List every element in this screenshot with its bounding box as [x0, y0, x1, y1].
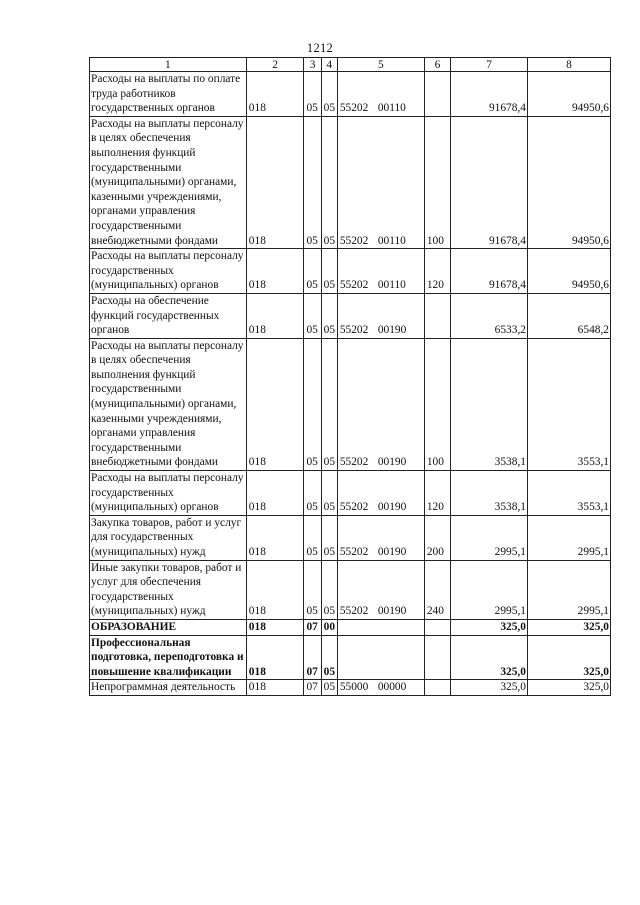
target-article-part: 00110 — [377, 102, 406, 115]
section-code: 05 — [304, 471, 321, 516]
amount-year-2: 94950,6 — [527, 249, 610, 294]
target-article-part: 55202 — [339, 102, 369, 115]
expense-type-code: 120 — [424, 471, 450, 516]
expense-type-code: 200 — [424, 515, 450, 560]
header-cell: 2 — [246, 58, 304, 72]
target-article-code — [337, 249, 424, 294]
section-code: 05 — [304, 249, 321, 294]
target-article-code — [337, 471, 424, 516]
expense-type-code: 100 — [424, 116, 450, 248]
amount-year-2: 325,0 — [527, 619, 610, 635]
chapter-code: 018 — [246, 680, 304, 696]
table-row — [90, 293, 611, 338]
amount-year-2: 3553,1 — [527, 471, 610, 516]
header-cell: 8 — [527, 58, 610, 72]
table-row — [90, 338, 611, 470]
table-row — [90, 619, 611, 635]
target-article-part: 00190 — [377, 501, 407, 514]
target-article-code — [337, 635, 424, 680]
chapter-code: 018 — [246, 515, 304, 560]
row-name: Профессиональная подготовка, переподготовка и повышение квалификации — [90, 635, 247, 680]
header-cell: 5 — [337, 58, 424, 72]
table-row — [90, 116, 611, 248]
expense-type-code — [424, 680, 450, 696]
amount-year-1: 3538,1 — [451, 471, 528, 516]
row-name: ОБРАЗОВАНИЕ — [90, 619, 247, 635]
section-code: 05 — [304, 72, 321, 117]
target-article-part: 55202 — [339, 234, 369, 247]
target-article-part: 55202 — [339, 605, 369, 618]
target-article-code — [337, 619, 424, 635]
expense-type-code — [424, 635, 450, 680]
row-name: Расходы на выплаты персоналу в целях обеспечения выполнения функций государственными (муниципальными) органами, казенными учреждениями, органами управления государственными внебюджетными фондами — [90, 338, 247, 470]
amount-year-2: 6548,2 — [527, 293, 610, 338]
target-article-code — [337, 680, 424, 696]
subsection-code: 05 — [321, 680, 337, 696]
expense-type-code: 120 — [424, 249, 450, 294]
section-code: 07 — [304, 635, 321, 680]
chapter-code: 018 — [246, 619, 304, 635]
amount-year-1: 91678,4 — [451, 72, 528, 117]
row-name: Непрограммная деятельность — [90, 680, 247, 696]
target-article-part: 55202 — [339, 546, 369, 558]
chapter-code: 018 — [246, 293, 304, 338]
chapter-code: 018 — [246, 116, 304, 248]
target-article-part: 55202 — [339, 279, 369, 292]
expense-type-code — [424, 293, 450, 338]
table-row — [90, 249, 611, 294]
page-number: 1212 — [306, 41, 334, 55]
table-row — [90, 635, 611, 680]
subsection-code: 05 — [321, 560, 337, 619]
table-row — [90, 680, 611, 696]
amount-year-1: 325,0 — [451, 619, 528, 635]
amount-year-2: 325,0 — [527, 635, 610, 680]
expense-type-code — [424, 72, 450, 117]
subsection-code: 05 — [321, 338, 337, 470]
target-article-code — [337, 116, 424, 248]
amount-year-1: 325,0 — [451, 680, 528, 696]
target-article-code — [337, 515, 424, 560]
expense-type-code: 240 — [424, 560, 450, 619]
subsection-code: 05 — [321, 72, 337, 117]
amount-year-2: 94950,6 — [527, 72, 610, 117]
amount-year-1: 91678,4 — [451, 116, 528, 248]
chapter-code: 018 — [246, 249, 304, 294]
chapter-code: 018 — [246, 338, 304, 470]
target-article-part: 00190 — [377, 546, 407, 558]
amount-year-2: 3553,1 — [527, 338, 610, 470]
row-name: Расходы на выплаты по оплате труда работников государственных органов — [90, 72, 247, 117]
target-article-part: 00000 — [377, 681, 407, 694]
target-article-part: 00110 — [377, 234, 406, 247]
header-cell: 3 — [304, 58, 321, 72]
chapter-code: 018 — [246, 560, 304, 619]
header-row — [90, 58, 611, 72]
section-code: 05 — [304, 515, 321, 560]
target-article-part: 00190 — [377, 456, 407, 469]
section-code: 05 — [304, 116, 321, 248]
amount-year-2: 94950,6 — [527, 116, 610, 248]
amount-year-2: 2995,1 — [527, 515, 610, 560]
header-cell: 1 — [90, 58, 247, 72]
table-row — [90, 72, 611, 117]
target-article-code — [337, 338, 424, 470]
amount-year-1: 3538,1 — [451, 338, 528, 470]
budget-table — [89, 57, 611, 696]
chapter-code: 018 — [246, 635, 304, 680]
amount-year-1: 91678,4 — [451, 249, 528, 294]
table-row — [90, 471, 611, 516]
subsection-code: 05 — [321, 515, 337, 560]
row-name: Закупка товаров, работ и услуг для государственных (муниципальных) нужд — [90, 515, 247, 560]
target-article-code — [337, 72, 424, 117]
subsection-code: 05 — [321, 635, 337, 680]
amount-year-1: 325,0 — [451, 635, 528, 680]
row-name: Расходы на выплаты персоналу государственных (муниципальных) органов — [90, 471, 247, 516]
section-code: 07 — [304, 619, 321, 635]
target-article-part: 00190 — [377, 324, 407, 337]
amount-year-1: 6533,2 — [451, 293, 528, 338]
header-cell: 4 — [321, 58, 337, 72]
table-row — [90, 560, 611, 619]
target-article-code — [337, 293, 424, 338]
target-article-part: 00190 — [377, 605, 407, 618]
subsection-code: 05 — [321, 116, 337, 248]
header-cell: 7 — [451, 58, 528, 72]
amount-year-2: 2995,1 — [527, 560, 610, 619]
subsection-code: 05 — [321, 471, 337, 516]
amount-year-1: 2995,1 — [451, 515, 528, 560]
target-article-code — [337, 560, 424, 619]
row-name: Расходы на выплаты персоналу в целях обеспечения выполнения функций государственными (муниципальными) органами, казенными учреждениями, органами управления государственными внебюджетными фондами — [90, 116, 247, 248]
target-article-part: 55000 — [339, 681, 369, 694]
row-name: Расходы на обеспечение функций государственных органов — [90, 293, 247, 338]
expense-type-code — [424, 619, 450, 635]
target-article-part: 55202 — [339, 501, 369, 514]
target-article-part: 55202 — [339, 456, 369, 469]
row-name: Иные закупки товаров, работ и услуг для обеспечения государственных (муниципальных) нужд — [90, 560, 247, 619]
table-row — [90, 515, 611, 560]
target-article-part: 00110 — [377, 279, 406, 292]
chapter-code: 018 — [246, 72, 304, 117]
subsection-code: 00 — [321, 619, 337, 635]
section-code: 05 — [304, 338, 321, 470]
section-code: 05 — [304, 293, 321, 338]
subsection-code: 05 — [321, 249, 337, 294]
section-code: 05 — [304, 560, 321, 619]
row-name: Расходы на выплаты персоналу государственных (муниципальных) органов — [90, 249, 247, 294]
amount-year-1: 2995,1 — [451, 560, 528, 619]
chapter-code: 018 — [246, 471, 304, 516]
section-code: 07 — [304, 680, 321, 696]
target-article-part: 55202 — [339, 324, 369, 337]
expense-type-code: 100 — [424, 338, 450, 470]
header-cell: 6 — [424, 58, 450, 72]
amount-year-2: 325,0 — [527, 680, 610, 696]
subsection-code: 05 — [321, 293, 337, 338]
